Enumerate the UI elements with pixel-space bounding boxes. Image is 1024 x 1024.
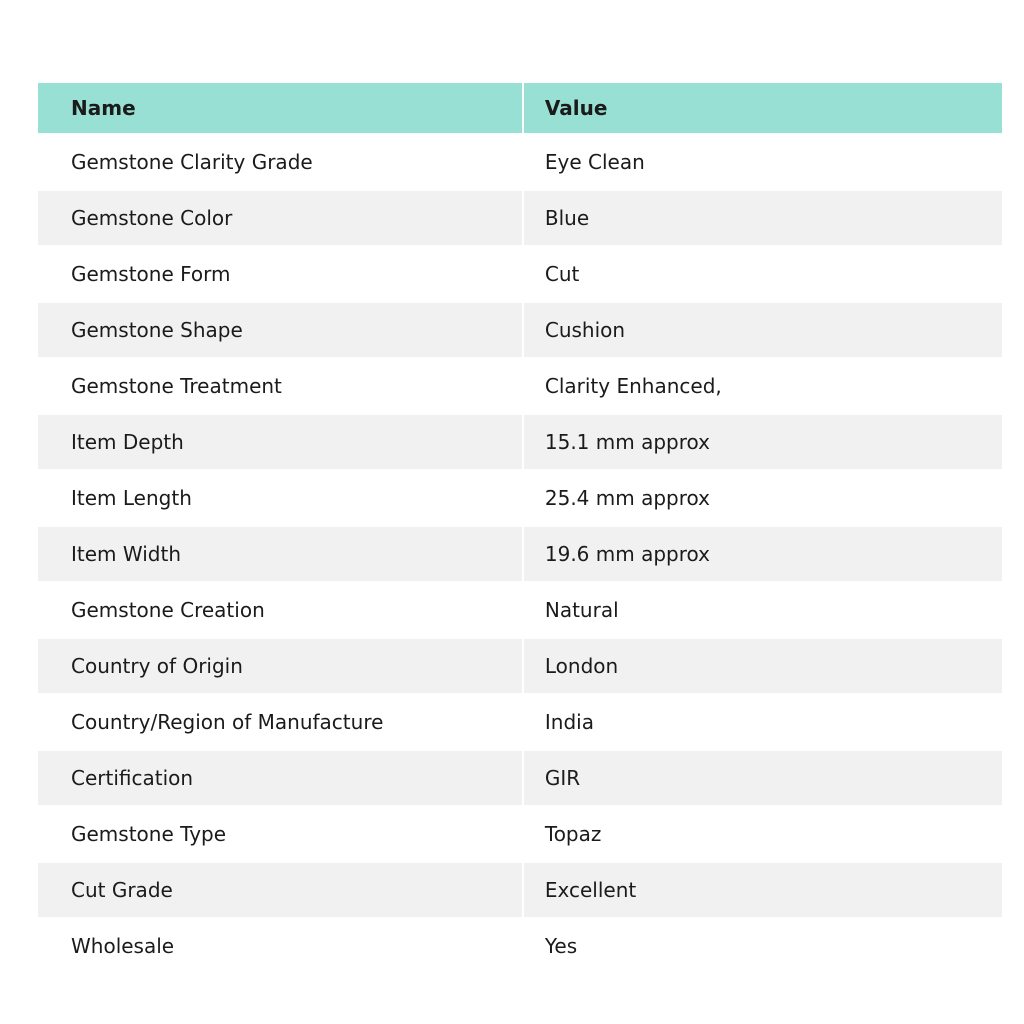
row-name-cell: Item Width (38, 527, 522, 581)
row-name-cell: Gemstone Clarity Grade (38, 135, 522, 189)
row-value-cell: India (524, 695, 1002, 749)
table-row (38, 135, 1002, 189)
row-value-cell: 25.4 mm approx (524, 471, 1002, 525)
row-name-cell: Gemstone Form (38, 247, 522, 301)
column-header-value: Value (524, 83, 1002, 133)
row-name-cell: Item Depth (38, 415, 522, 469)
row-name-cell: Wholesale (38, 919, 522, 973)
row-name-cell: Gemstone Color (38, 191, 522, 245)
table-row (38, 751, 1002, 805)
table-body (38, 135, 1002, 973)
row-name-cell: Item Length (38, 471, 522, 525)
row-name-cell: Cut Grade (38, 863, 522, 917)
row-value-cell: London (524, 639, 1002, 693)
column-header-name: Name (38, 83, 522, 133)
row-value-cell: 15.1 mm approx (524, 415, 1002, 469)
row-value-cell: Blue (524, 191, 1002, 245)
row-name-cell: Country of Origin (38, 639, 522, 693)
item-specifics-table (36, 81, 1004, 975)
spec-table-container (36, 81, 1004, 975)
row-value-cell: Natural (524, 583, 1002, 637)
table-row (38, 415, 1002, 469)
row-value-cell: Clarity Enhanced, (524, 359, 1002, 413)
table-row (38, 695, 1002, 749)
row-value-cell: 19.6 mm approx (524, 527, 1002, 581)
row-name-cell: Country/Region of Manufacture (38, 695, 522, 749)
table-row (38, 247, 1002, 301)
table-row (38, 807, 1002, 861)
row-name-cell: Certification (38, 751, 522, 805)
table-row (38, 919, 1002, 973)
row-value-cell: Cut (524, 247, 1002, 301)
table-row (38, 639, 1002, 693)
table-row (38, 303, 1002, 357)
row-value-cell: Eye Clean (524, 135, 1002, 189)
row-name-cell: Gemstone Treatment (38, 359, 522, 413)
table-row (38, 191, 1002, 245)
row-value-cell: Cushion (524, 303, 1002, 357)
table-row (38, 471, 1002, 525)
header-row (38, 83, 1002, 133)
row-name-cell: Gemstone Type (38, 807, 522, 861)
table-header (38, 83, 1002, 133)
row-value-cell: Topaz (524, 807, 1002, 861)
row-value-cell: Excellent (524, 863, 1002, 917)
table-row (38, 527, 1002, 581)
row-value-cell: Yes (524, 919, 1002, 973)
table-row (38, 359, 1002, 413)
row-value-cell: GIR (524, 751, 1002, 805)
table-row (38, 863, 1002, 917)
row-name-cell: Gemstone Shape (38, 303, 522, 357)
row-name-cell: Gemstone Creation (38, 583, 522, 637)
table-row (38, 583, 1002, 637)
